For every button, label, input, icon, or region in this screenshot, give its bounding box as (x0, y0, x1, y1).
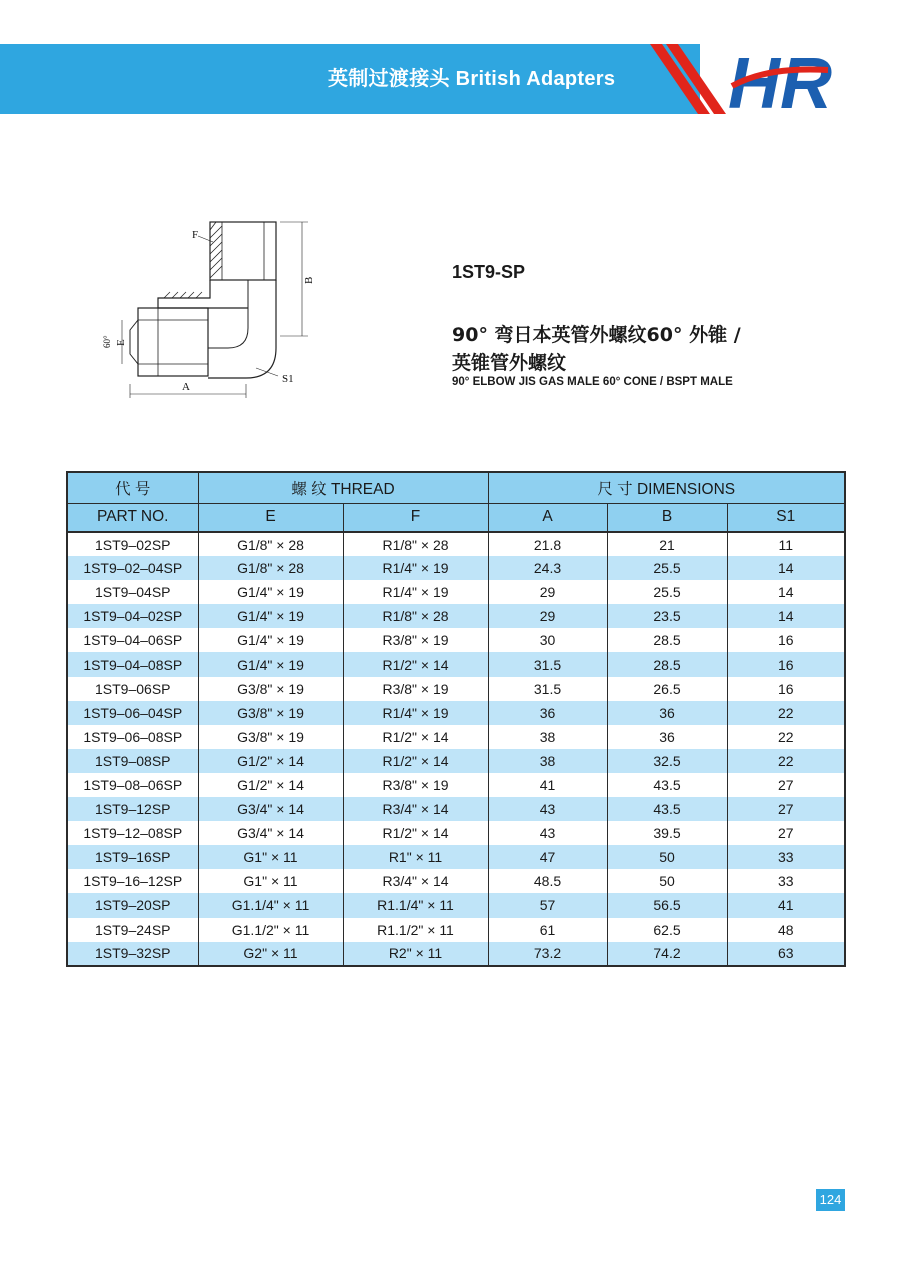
cell-b: 39.5 (607, 821, 727, 845)
cell-s1: 48 (727, 918, 845, 942)
cell-b: 43.5 (607, 773, 727, 797)
cell-s1: 33 (727, 845, 845, 869)
cell-a: 57 (488, 893, 607, 917)
label-a: A (182, 381, 190, 393)
cell-s1: 33 (727, 869, 845, 893)
cell-a: 29 (488, 604, 607, 628)
cell-f: R3/8" × 19 (343, 628, 488, 652)
cell-a: 43 (488, 821, 607, 845)
cell-f: R1.1/4" × 11 (343, 893, 488, 917)
cell-b: 25.5 (607, 556, 727, 580)
label-f: F (192, 229, 199, 241)
label-s1: S1 (282, 373, 294, 385)
cell-s1: 16 (727, 677, 845, 701)
cell-s1: 14 (727, 556, 845, 580)
table-row (67, 725, 845, 749)
cell-s1: 14 (727, 580, 845, 604)
cell-s1: 16 (727, 652, 845, 676)
cell-part-no: 1ST9–04–08SP (67, 652, 198, 676)
cell-f: R3/8" × 19 (343, 773, 488, 797)
table-row (67, 677, 845, 701)
cell-a: 38 (488, 749, 607, 773)
cell-f: R3/8" × 19 (343, 677, 488, 701)
table-row (67, 532, 845, 556)
header-e: E (198, 503, 343, 532)
cell-part-no: 1ST9–06–08SP (67, 725, 198, 749)
cell-a: 73.2 (488, 942, 607, 966)
cell-a: 21.8 (488, 532, 607, 556)
header-part-no: PART NO. (67, 503, 198, 532)
label-angle: 60° (102, 335, 112, 348)
cell-b: 43.5 (607, 797, 727, 821)
table-row (67, 869, 845, 893)
table-row (67, 749, 845, 773)
cell-f: R1/4" × 19 (343, 701, 488, 725)
cell-part-no: 1ST9–06SP (67, 677, 198, 701)
product-code: 1ST9-SP (452, 262, 526, 282)
cell-e: G1" × 11 (198, 845, 343, 869)
cell-s1: 14 (727, 604, 845, 628)
cell-a: 41 (488, 773, 607, 797)
cell-e: G1/4" × 19 (198, 580, 343, 604)
cell-a: 29 (488, 580, 607, 604)
header-part-cn: 代 号 (67, 472, 198, 503)
hr-logo (728, 42, 838, 118)
cell-f: R1/2" × 14 (343, 749, 488, 773)
cell-b: 50 (607, 869, 727, 893)
header-thread: 螺 纹 THREAD (198, 472, 488, 503)
cell-f: R1/2" × 14 (343, 821, 488, 845)
cell-b: 28.5 (607, 628, 727, 652)
cell-b: 74.2 (607, 942, 727, 966)
cell-s1: 41 (727, 893, 845, 917)
header-title: 英制过渡接头 British Adapters (328, 68, 616, 90)
cell-b: 36 (607, 701, 727, 725)
cell-part-no: 1ST9–32SP (67, 942, 198, 966)
cell-s1: 16 (727, 628, 845, 652)
cell-f: R1/8" × 28 (343, 604, 488, 628)
cell-f: R1/2" × 14 (343, 725, 488, 749)
cell-e: G1/2" × 14 (198, 773, 343, 797)
cell-e: G1/8" × 28 (198, 556, 343, 580)
cell-b: 62.5 (607, 918, 727, 942)
cell-a: 31.5 (488, 677, 607, 701)
cell-b: 28.5 (607, 652, 727, 676)
red-stripes (650, 44, 730, 114)
cell-part-no: 1ST9–24SP (67, 918, 198, 942)
table-row (67, 797, 845, 821)
cell-part-no: 1ST9–04–02SP (67, 604, 198, 628)
cell-e: G1.1/2" × 11 (198, 918, 343, 942)
table-row (67, 773, 845, 797)
cell-e: G3/8" × 19 (198, 701, 343, 725)
cell-s1: 22 (727, 725, 845, 749)
header-b: B (607, 503, 727, 532)
logo-text: HR (728, 44, 832, 118)
cell-a: 36 (488, 701, 607, 725)
cell-b: 23.5 (607, 604, 727, 628)
label-e: E (115, 339, 127, 346)
cell-part-no: 1ST9–16SP (67, 845, 198, 869)
cell-b: 56.5 (607, 893, 727, 917)
cell-e: G2" × 11 (198, 942, 343, 966)
cell-part-no: 1ST9–16–12SP (67, 869, 198, 893)
table-row (67, 701, 845, 725)
cell-s1: 63 (727, 942, 845, 966)
cell-f: R1.1/2" × 11 (343, 918, 488, 942)
cell-part-no: 1ST9–02–04SP (67, 556, 198, 580)
cell-a: 47 (488, 845, 607, 869)
cell-f: R1/4" × 19 (343, 556, 488, 580)
cell-s1: 22 (727, 749, 845, 773)
cell-part-no: 1ST9–04SP (67, 580, 198, 604)
cell-e: G3/8" × 19 (198, 677, 343, 701)
cell-b: 32.5 (607, 749, 727, 773)
cell-f: R1/4" × 19 (343, 580, 488, 604)
cell-part-no: 1ST9–20SP (67, 893, 198, 917)
table-row (67, 845, 845, 869)
cell-part-no: 1ST9–12–08SP (67, 821, 198, 845)
table-row (67, 893, 845, 917)
header-s1: S1 (727, 503, 845, 532)
cell-f: R3/4" × 14 (343, 797, 488, 821)
cell-e: G1" × 11 (198, 869, 343, 893)
cell-f: R2" × 11 (343, 942, 488, 966)
cell-b: 25.5 (607, 580, 727, 604)
cell-part-no: 1ST9–02SP (67, 532, 198, 556)
cell-f: R1/8" × 28 (343, 532, 488, 556)
cell-a: 61 (488, 918, 607, 942)
table-group-header-row (67, 472, 845, 503)
cell-e: G3/8" × 19 (198, 725, 343, 749)
cell-e: G3/4" × 14 (198, 797, 343, 821)
table-row (67, 821, 845, 845)
cell-part-no: 1ST9–04–06SP (67, 628, 198, 652)
cell-f: R1/2" × 14 (343, 652, 488, 676)
cell-part-no: 1ST9–12SP (67, 797, 198, 821)
header-dimensions: 尺 寸 DIMENSIONS (488, 472, 845, 503)
product-name-en: 90° ELBOW JIS GAS MALE 60° CONE / BSPT MALE (452, 376, 733, 388)
cell-e: G1/2" × 14 (198, 749, 343, 773)
cell-e: G1/4" × 19 (198, 604, 343, 628)
product-name-cn-line2: 英锥管外螺纹 (452, 352, 567, 374)
cell-s1: 11 (727, 532, 845, 556)
cell-s1: 22 (727, 701, 845, 725)
cell-b: 26.5 (607, 677, 727, 701)
table-row (67, 604, 845, 628)
label-b: B (303, 276, 315, 284)
cell-e: G1/8" × 28 (198, 532, 343, 556)
product-name-cn-line1: 90° 弯日本英管外螺纹60° 外锥 / (452, 324, 741, 346)
cell-part-no: 1ST9–08–06SP (67, 773, 198, 797)
table-row (67, 942, 845, 966)
cell-a: 24.3 (488, 556, 607, 580)
cell-b: 21 (607, 532, 727, 556)
table-row (67, 556, 845, 580)
table-row (67, 918, 845, 942)
table-row (67, 628, 845, 652)
cell-s1: 27 (727, 773, 845, 797)
header-a: A (488, 503, 607, 532)
cell-a: 43 (488, 797, 607, 821)
cell-e: G3/4" × 14 (198, 821, 343, 845)
cell-s1: 27 (727, 797, 845, 821)
cell-f: R1" × 11 (343, 845, 488, 869)
header-f: F (343, 503, 488, 532)
cell-a: 30 (488, 628, 607, 652)
cell-b: 36 (607, 725, 727, 749)
table-row (67, 580, 845, 604)
cell-s1: 27 (727, 821, 845, 845)
page-number: 124 (816, 1189, 845, 1211)
table-row (67, 652, 845, 676)
cell-e: G1/4" × 19 (198, 652, 343, 676)
cell-part-no: 1ST9–08SP (67, 749, 198, 773)
cell-b: 50 (607, 845, 727, 869)
spec-table (66, 471, 846, 967)
cell-a: 38 (488, 725, 607, 749)
cell-part-no: 1ST9–06–04SP (67, 701, 198, 725)
table-column-header-row (67, 503, 845, 532)
cell-a: 48.5 (488, 869, 607, 893)
cell-e: G1.1/4" × 11 (198, 893, 343, 917)
cell-a: 31.5 (488, 652, 607, 676)
cell-e: G1/4" × 19 (198, 628, 343, 652)
elbow-fitting-drawing (98, 208, 323, 403)
cell-f: R3/4" × 14 (343, 869, 488, 893)
